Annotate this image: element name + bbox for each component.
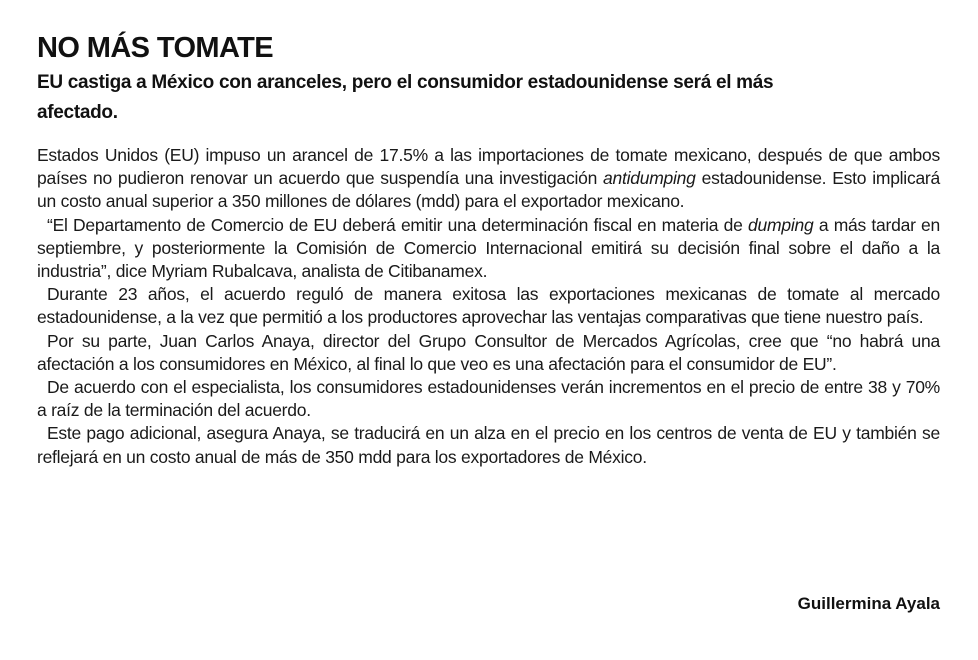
paragraph-1-text-a: Estados Unidos (EU) impuso un arancel de 17.5% a las importaciones de tomate mexicano, después de que ambos países no pudieron renovar un acuerdo que suspendía una investigación <box>37 145 940 189</box>
paragraph-3: Durante 23 años, el acuerdo reguló de manera exitosa las exportaciones mexicanas de tomate al mercado estadounidense, a la vez que permitió a los productores aprovechar las ventajas comparativas que tiene nuestro país. <box>37 284 940 328</box>
paragraph-1-emphasis: antidumping <box>603 168 696 189</box>
paragraph-2-emphasis: dumping <box>748 214 814 235</box>
paragraph-2-text-a: “El Departamento de Comercio de EU deberá emitir una determinación fiscal en materia de <box>47 214 749 235</box>
paragraph-2 <box>37 214 940 284</box>
paragraph-4: Por su parte, Juan Carlos Anaya, director del Grupo Consultor de Mercados Agrícolas, cree que “no habrá una afectación a los consumidores en México, al final lo que veo es una afectación para el consumidor de EU”. <box>37 330 940 374</box>
paragraph-6: Este pago adicional, asegura Anaya, se traducirá en un alza en el precio en los centros de venta de EU y también se reflejará en un costo anual de más de 350 mdd para los exportadores de México. <box>37 423 940 467</box>
paragraph-2-text-b: a más tardar en septiembre, y posteriormente la Comisión de Comercio Internacional emitirá su decisión final sobre el daño a la industria”, dice Myriam Rubalcava, analista de Citibanamex. <box>37 214 941 282</box>
paragraph-5: De acuerdo con el especialista, los consumidores estadounidenses verán incrementos en el precio de entre 38 y 70% a raíz de la terminación del acuerdo. <box>37 377 940 421</box>
subheadline: EU castiga a México con aranceles, pero el consumidor estadounidense será el más afectado. <box>37 72 774 123</box>
paragraph-1-text-b: estadounidense. Esto implicará un costo anual superior a 350 millones de dólares (mdd) para el exportador mexicano. <box>37 168 940 212</box>
article-body <box>37 144 940 469</box>
paragraph-1 <box>37 144 940 214</box>
headline: NO MÁS TOMATE <box>37 32 274 64</box>
author-byline: Guillermina Ayala <box>797 594 940 613</box>
article <box>37 28 940 469</box>
